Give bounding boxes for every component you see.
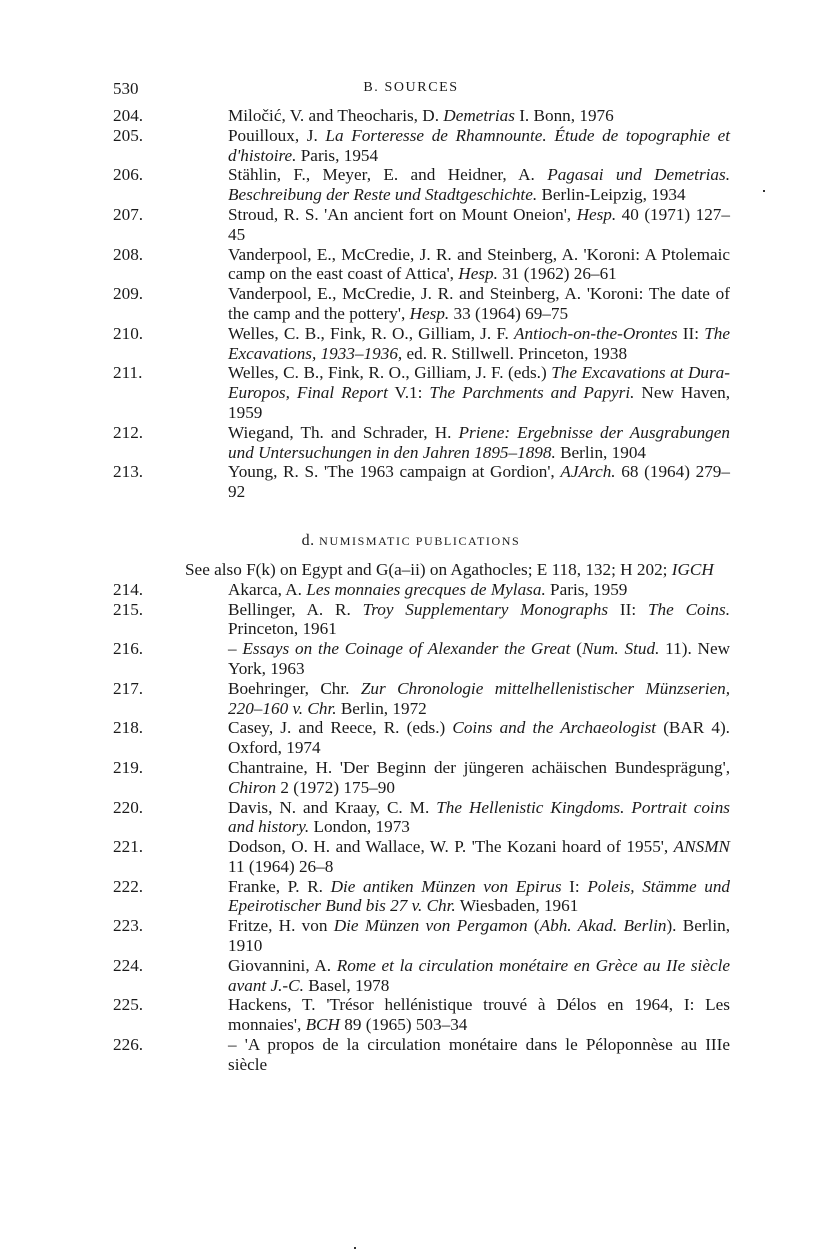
text-segment: Akarca, A. xyxy=(228,579,307,599)
page-number: 530 xyxy=(113,79,139,98)
bibliography-entry xyxy=(113,639,730,679)
entry-number: 207. xyxy=(113,204,144,224)
italic-title: Coins and the Archaeologist xyxy=(452,718,657,738)
entry-text xyxy=(185,1035,730,1075)
text-segment: V.1: xyxy=(387,383,430,403)
italic-title: Rome et la circulation monétaire en Grèce au IIe siècle avant J.-C. xyxy=(228,955,730,995)
italic-title: Essays on the Coinage of Alexander the Great xyxy=(242,639,571,659)
entry-number: 224. xyxy=(113,955,144,975)
entry-number: 220. xyxy=(113,797,144,817)
entry-number: 219. xyxy=(113,757,144,777)
italic-title: Die Münzen von Pergamon xyxy=(333,916,528,936)
bibliography-entry xyxy=(113,324,730,364)
text-segment: Bellinger, A. R. xyxy=(228,599,363,619)
see-also-text xyxy=(142,560,730,580)
entry-text xyxy=(185,106,730,126)
italic-title: Hesp. xyxy=(576,204,617,224)
text-segment: II: xyxy=(608,599,648,619)
italic-title: Pagasai und Demetrias. Beschreibung der Reste und Stadtgeschichte. xyxy=(228,165,730,205)
text-segment: Vanderpool, E., McCredie, J. R. and Steinberg, A. 'Koroni: The date of the camp and the pottery', xyxy=(228,284,730,323)
section-title: NUMISMATIC PUBLICATIONS xyxy=(319,533,521,548)
section-heading-numismatic xyxy=(0,532,822,550)
bibliography-entry xyxy=(113,245,730,285)
bibliography-entry xyxy=(113,995,730,1035)
italic-title: Abh. Akad. Berlin xyxy=(539,916,667,936)
bibliography-entry xyxy=(113,423,730,463)
italic-title: Chiron xyxy=(228,777,277,797)
italic-title: The Hellenistic Kingdoms. Portrait coins and history. xyxy=(228,797,730,837)
text-segment: ed. R. Stillwell. Princeton, 1938 xyxy=(402,343,628,363)
bibliography-entry xyxy=(113,284,730,324)
text-segment: Giovannini, A. xyxy=(228,955,337,975)
text-segment: Wiesbaden, 1961 xyxy=(455,896,579,916)
entry-text xyxy=(185,126,730,166)
text-segment: Davis, N. and Kraay, C. M. xyxy=(228,797,437,817)
bibliography-entry xyxy=(113,916,730,956)
bibliography-entry xyxy=(113,165,730,205)
text-segment: Berlin, 1972 xyxy=(336,698,427,718)
bibliography-entry xyxy=(113,798,730,838)
entry-text xyxy=(185,462,730,502)
entry-number: 205. xyxy=(113,125,144,145)
text-segment: Welles, C. B., Fink, R. O., Gilliam, J. F. xyxy=(228,323,515,343)
entry-number: 222. xyxy=(113,876,144,896)
bibliography-entry xyxy=(113,580,730,600)
text-segment: ( xyxy=(527,916,540,936)
text-segment: 31 (1962) 26–61 xyxy=(497,264,617,284)
entry-number: 214. xyxy=(113,579,144,599)
text-segment: ( xyxy=(570,639,582,659)
entry-number: 212. xyxy=(113,422,144,442)
text-segment: See also F(k) on Egypt and G(a–ii) on Agathocles; E 118, 132; H 202; xyxy=(185,559,672,579)
bibliography-list-sites xyxy=(0,106,822,502)
entry-number: 217. xyxy=(113,678,144,698)
entry-text xyxy=(185,363,730,422)
text-segment: Berlin-Leipzig, 1934 xyxy=(537,185,686,205)
text-segment: – 'A propos de la circulation monétaire dans le Péloponnèse au IIIe siècle xyxy=(228,1035,730,1074)
text-segment: II: xyxy=(677,323,705,343)
entry-text xyxy=(185,956,730,996)
page-header xyxy=(0,79,822,101)
entry-number: 216. xyxy=(113,639,144,659)
entry-number: 225. xyxy=(113,995,144,1015)
bibliography-entry xyxy=(113,205,730,245)
entry-text xyxy=(185,679,730,719)
italic-title: The Coins. xyxy=(647,599,730,619)
italic-title: Zur Chronologie mittelhellenistischer Münzserien, 220–160 v. Chr. xyxy=(228,678,730,718)
text-segment: – xyxy=(228,639,243,659)
entry-text xyxy=(185,639,730,679)
text-segment: I. Bonn, 1976 xyxy=(514,106,614,125)
bibliography-entry xyxy=(113,718,730,758)
text-segment: Young, R. S. 'The 1963 campaign at Gordion', xyxy=(228,462,561,482)
entry-number: 213. xyxy=(113,462,144,482)
entry-number: 209. xyxy=(113,284,144,304)
italic-title: ANSMN xyxy=(673,837,730,857)
entry-text xyxy=(185,324,730,364)
italic-title: Hesp. xyxy=(458,264,498,284)
text-segment: 11 (1964) 26–8 xyxy=(228,856,334,876)
italic-title: AJArch. xyxy=(560,462,616,482)
entry-text xyxy=(185,580,730,600)
bibliography-entry xyxy=(113,758,730,798)
italic-title: Les monnaies grecques de Mylasa. xyxy=(306,579,546,599)
entry-text xyxy=(185,798,730,838)
entry-text xyxy=(185,995,730,1035)
text-segment: Wiegand, Th. and Schrader, H. xyxy=(228,422,459,442)
entry-number: 218. xyxy=(113,718,144,738)
bibliography-list-numismatic xyxy=(0,580,822,1075)
entry-text xyxy=(185,600,730,640)
italic-title: Num. Stud. xyxy=(581,639,660,659)
text-segment: 89 (1965) 503–34 xyxy=(339,1015,468,1035)
text-segment: (BAR 4). Oxford, 1974 xyxy=(228,718,730,758)
text-segment: I: xyxy=(561,876,588,896)
text-segment: Miločić, V. and Theocharis, D. xyxy=(228,106,444,125)
entry-number: 223. xyxy=(113,916,144,936)
italic-title: La Forteresse de Rhamnounte. Étude de topographie et d'histoire. xyxy=(228,125,730,165)
text-segment: Stählin, F., Meyer, E. and Heidner, A. xyxy=(228,165,548,185)
text-segment: Casey, J. and Reece, R. (eds.) xyxy=(228,718,453,738)
entry-text xyxy=(185,205,730,245)
text-segment: Vanderpool, E., McCredie, J. R. and Steinberg, A. 'Koroni: A Ptolemaic camp on the east coast of Attica', xyxy=(228,244,730,284)
entry-text xyxy=(185,165,730,205)
entry-text xyxy=(185,916,730,956)
text-segment: Welles, C. B., Fink, R. O., Gilliam, J. F. (eds.) xyxy=(228,363,552,383)
italic-title: Die antiken Münzen von Epirus xyxy=(330,876,562,896)
italic-title: The Excavations at Dura-Europos, Final Report xyxy=(228,363,730,403)
text-segment: Boehringer, Chr. xyxy=(228,678,361,698)
italic-title: Antioch-on-the-Orontes xyxy=(514,323,678,343)
bibliography xyxy=(0,106,822,1075)
bibliography-entry xyxy=(113,956,730,996)
see-also-note xyxy=(142,560,730,580)
entry-text xyxy=(185,423,730,463)
text-segment: 68 (1964) 279–92 xyxy=(228,462,730,502)
bibliography-entry xyxy=(113,600,730,640)
text-segment: Berlin, 1904 xyxy=(555,442,647,462)
text-segment: Stroud, R. S. 'An ancient fort on Mount Oneion', xyxy=(228,204,577,224)
bibliography-entry xyxy=(113,363,730,422)
text-segment: 2 (1972) 175–90 xyxy=(276,777,395,797)
italic-title: The Parchments and Papyri. xyxy=(429,383,635,403)
italic-title: Demetrias xyxy=(443,106,515,125)
text-segment: New Haven, 1959 xyxy=(228,383,730,422)
italic-title: BCH xyxy=(305,1015,340,1035)
italic-title: The Excavations, 1933–1936, xyxy=(228,323,730,363)
text-segment: Hackens, T. 'Trésor hellénistique trouvé à Délos en 1964, I: Les monnaies', xyxy=(228,995,730,1035)
text-segment: Paris, 1959 xyxy=(545,579,628,599)
entry-number: 211. xyxy=(113,363,143,383)
stray-mark xyxy=(354,1247,356,1249)
text-segment: London, 1973 xyxy=(309,817,410,837)
italic-title: Priene: Ergebnisse der Ausgrabungen und Untersuchungen in den Jahren 1895–1898. xyxy=(228,422,730,462)
text-segment: 33 (1964) 69–75 xyxy=(449,303,569,323)
text-segment: 11). New York, 1963 xyxy=(228,639,731,678)
italic-title: IGCH xyxy=(671,559,714,579)
text-segment: ). Berlin, 1910 xyxy=(228,916,730,956)
entry-text xyxy=(185,718,730,758)
text-segment: Fritze, H. von xyxy=(228,916,334,936)
entry-number: 215. xyxy=(113,599,144,619)
entry-text xyxy=(185,245,730,285)
running-head: B. SOURCES xyxy=(363,80,459,95)
text-segment: Basel, 1978 xyxy=(303,975,390,995)
italic-title: Hesp. xyxy=(409,303,450,323)
entry-text xyxy=(185,877,730,917)
stray-mark xyxy=(763,190,765,192)
bibliography-entry xyxy=(113,679,730,719)
bibliography-entry xyxy=(113,837,730,877)
text-segment: Franke, P. R. xyxy=(228,876,331,896)
italic-title: Poleis, Stämme und Epeirotischer Bund bis 27 v. Chr. xyxy=(228,876,731,916)
text-segment: 40 (1971) 127–45 xyxy=(228,204,730,244)
entry-number: 208. xyxy=(113,244,144,264)
entry-number: 204. xyxy=(113,106,144,125)
text-segment: Chantraine, H. 'Der Beginn der jüngeren achäischen Bundesprägung', xyxy=(228,757,730,777)
bibliography-entry xyxy=(113,877,730,917)
text-segment: Paris, 1954 xyxy=(296,145,379,165)
entry-text xyxy=(185,758,730,798)
bibliography-entry xyxy=(113,1035,730,1075)
text-segment: Princeton, 1961 xyxy=(228,619,337,639)
entry-number: 210. xyxy=(113,323,144,343)
text-segment: Pouilloux, J. xyxy=(228,125,326,145)
entry-text xyxy=(185,284,730,324)
entry-text xyxy=(185,837,730,877)
entry-number: 206. xyxy=(113,165,144,185)
bibliography-entry xyxy=(113,462,730,502)
entry-number: 221. xyxy=(113,837,144,857)
text-segment: Dodson, O. H. and Wallace, W. P. 'The Kozani hoard of 1955', xyxy=(228,837,674,857)
entry-number: 226. xyxy=(113,1035,144,1055)
bibliography-entry xyxy=(113,106,730,126)
bibliography-entry xyxy=(113,126,730,166)
section-letter: d. xyxy=(301,531,315,549)
italic-title: Troy Supplementary Monographs xyxy=(362,599,609,619)
